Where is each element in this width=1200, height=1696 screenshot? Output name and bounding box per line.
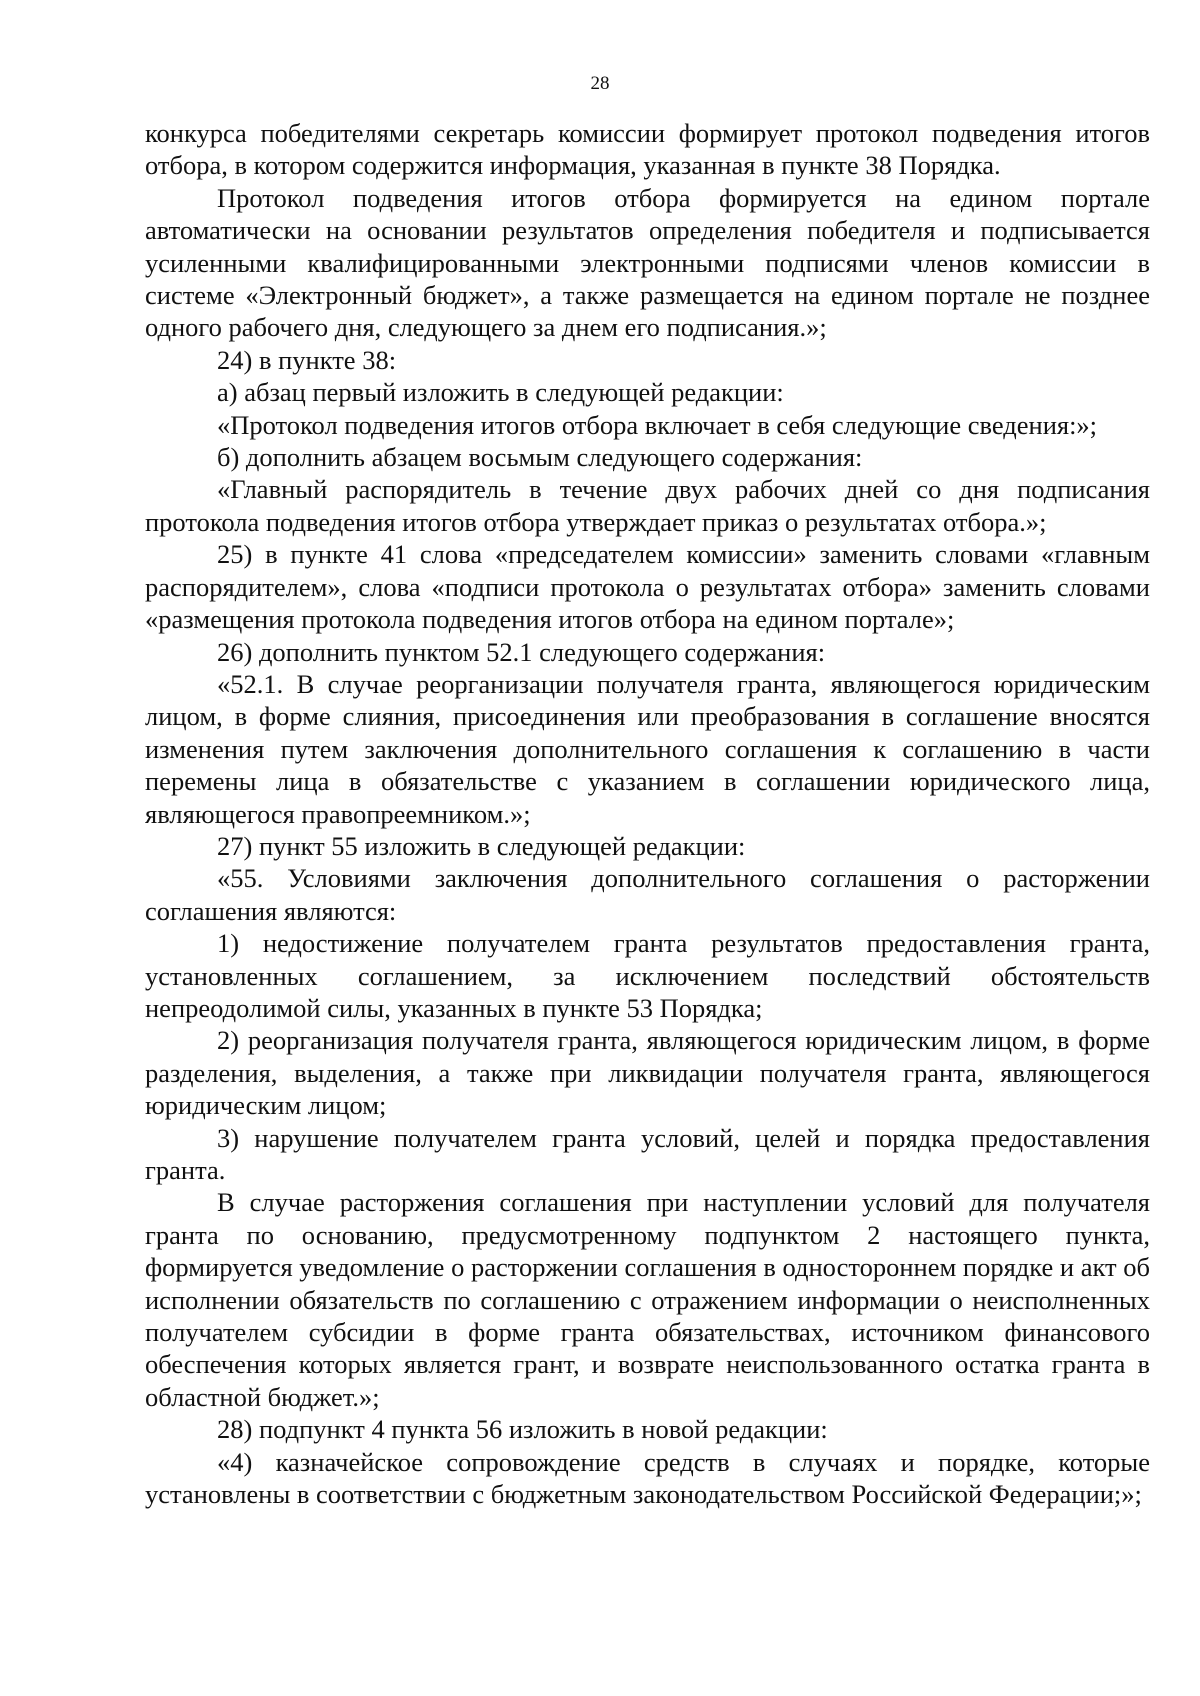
paragraph-subitem-2: 2) реорганизация получателя гранта, являющегося юридическим лицом, в форме разделения, выделения, а также при ликвидации получателя гранта, являющегося юридическим лицом; bbox=[145, 1025, 1150, 1121]
paragraph-subitem-3: 3) нарушение получателем гранта условий, целей и порядка предоставления гранта. bbox=[145, 1122, 1150, 1185]
paragraph-quote: «4) казначейское сопровождение средств в случаях и порядке, которые установлены в соответствии с бюджетным законодательством Российской Федерации;»; bbox=[145, 1446, 1150, 1510]
page-number: 28 bbox=[590, 73, 610, 94]
paragraph-subitem-a: а) абзац первый изложить в следующей редакции: bbox=[217, 377, 784, 408]
paragraph: В случае расторжения соглашения при наступлении условий для получателя гранта по основанию, предусмотренному подпунктом 2 настоящего пункта, формируется уведомление о расторжении соглашения в одностороннем порядке и акт об исполнении обязательств по соглашению с отражением информации о неисполненных получателем субсидии в форме гранта обязательствах, источником финансового обеспечения которых является грант, и возврате неиспользованного остатка гранта в областной бюджет.»; bbox=[145, 1187, 1150, 1412]
paragraph-quote: «Протокол подведения итогов отбора включает в себя следующие сведения:»; bbox=[217, 409, 1098, 440]
paragraph-quote: «52.1. В случае реорганизации получателя гранта, являющегося юридическим лицом, в форме слияния, присоединения или преобразования в соглашение вносятся изменения путем заключения дополнительного соглашения к соглашению в части перемены лица в обязательстве с указанием в соглашении юридического лица, являющегося правопреемником.»; bbox=[145, 668, 1150, 829]
paragraph-continuation: конкурса победителями секретарь комиссии формирует протокол подведения итогов отбора, в котором содержится информация, указанная в пункте 38 Порядка. bbox=[145, 118, 1150, 181]
paragraph-item-26: 26) дополнить пунктом 52.1 следующего содержания: bbox=[217, 636, 826, 667]
paragraph-item-27: 27) пункт 55 изложить в следующей редакции: bbox=[217, 830, 746, 861]
document-body bbox=[145, 117, 1150, 1510]
paragraph: Протокол подведения итогов отбора формируется на едином портале автоматически на основании результатов определения победителя и подписывается усиленными квалифицированными электронными подписями членов комиссии в системе «Электронный бюджет», а также размещается на едином портале не позднее одного рабочего дня, следующего за днем его подписания.»; bbox=[145, 182, 1150, 343]
paragraph-quote: «55. Условиями заключения дополнительного соглашения о расторжении соглашения являются: bbox=[145, 863, 1150, 926]
paragraph-item-28: 28) подпункт 4 пункта 56 изложить в новой редакции: bbox=[217, 1414, 828, 1445]
paragraph-subitem-1: 1) недостижение получателем гранта результатов предоставления гранта, установленных соглашением, за исключением последствий обстоятельств непреодолимой силы, указанных в пункте 53 Порядка; bbox=[145, 928, 1150, 1023]
paragraph-item-24: 24) в пункте 38: bbox=[217, 344, 397, 375]
paragraph-subitem-b: б) дополнить абзацем восьмым следующего содержания: bbox=[217, 442, 863, 473]
paragraph-quote: «Главный распорядитель в течение двух рабочих дней со дня подписания протокола подведения итогов отбора утверждает приказ о результатах отбора.»; bbox=[145, 474, 1150, 537]
paragraph-item-25: 25) в пункте 41 слова «председателем комиссии» заменить словами «главным распорядителем», слова «подписи протокола о результатах отбора» заменить словами «размещения протокола подведения итогов отбора на едином портале»; bbox=[145, 539, 1150, 635]
